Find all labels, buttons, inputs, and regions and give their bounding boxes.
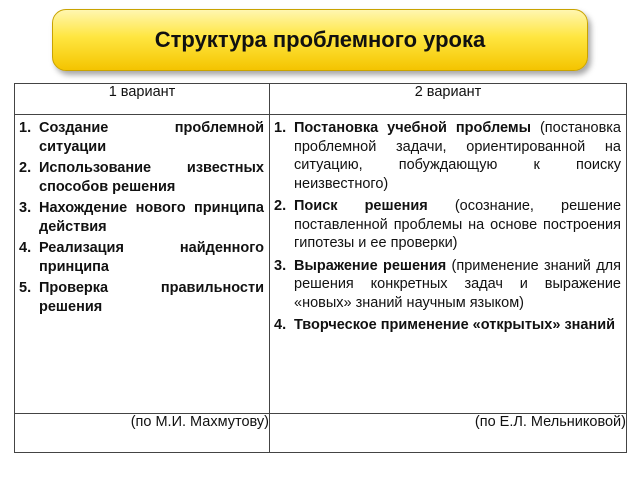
header-variant-1: 1 вариант	[15, 84, 270, 115]
page-title: Структура проблемного урока	[154, 27, 486, 52]
structure-table	[14, 83, 627, 453]
variant-1-cell	[15, 115, 270, 414]
source-variant-2: (по Е.Л. Мельниковой)	[270, 414, 627, 453]
header-row	[15, 84, 627, 115]
source-variant-1: (по М.И. Махмутову)	[15, 414, 270, 453]
variant-2-list	[270, 115, 626, 335]
list-item: 1. Постановка учебной проблемы (постановка проблемной задачи, ориентированной на ситуацию, побуждающую к поиску неизвестного)	[274, 120, 621, 192]
list-item: 2. Использование известных способов решения	[19, 160, 264, 195]
variant-1-list	[15, 115, 269, 316]
list-item: 2. Поиск решения (осознание, решение поставленной проблемы на основе построения гипотезы и ее проверки)	[274, 198, 622, 251]
variant-2-cell	[270, 115, 627, 414]
list-item: 5. Проверка правильности решения	[19, 280, 264, 315]
list-item: 3. Нахождение нового принципа действия	[19, 200, 264, 235]
header-variant-2: 2 вариант	[270, 84, 627, 115]
title-banner	[52, 9, 588, 71]
list-item: 4. Творческое применение «открытых» знаний	[274, 317, 616, 333]
list-item: 4. Реализация найденного принципа	[19, 240, 264, 275]
list-item: 1. Создание проблемной ситуации	[19, 120, 264, 155]
source-row	[15, 414, 627, 453]
list-item: 3. Выражение решения (применение знаний для решения конкретных задач и выражение «новых» знаний научным языком)	[274, 257, 621, 311]
content-row	[15, 115, 627, 414]
